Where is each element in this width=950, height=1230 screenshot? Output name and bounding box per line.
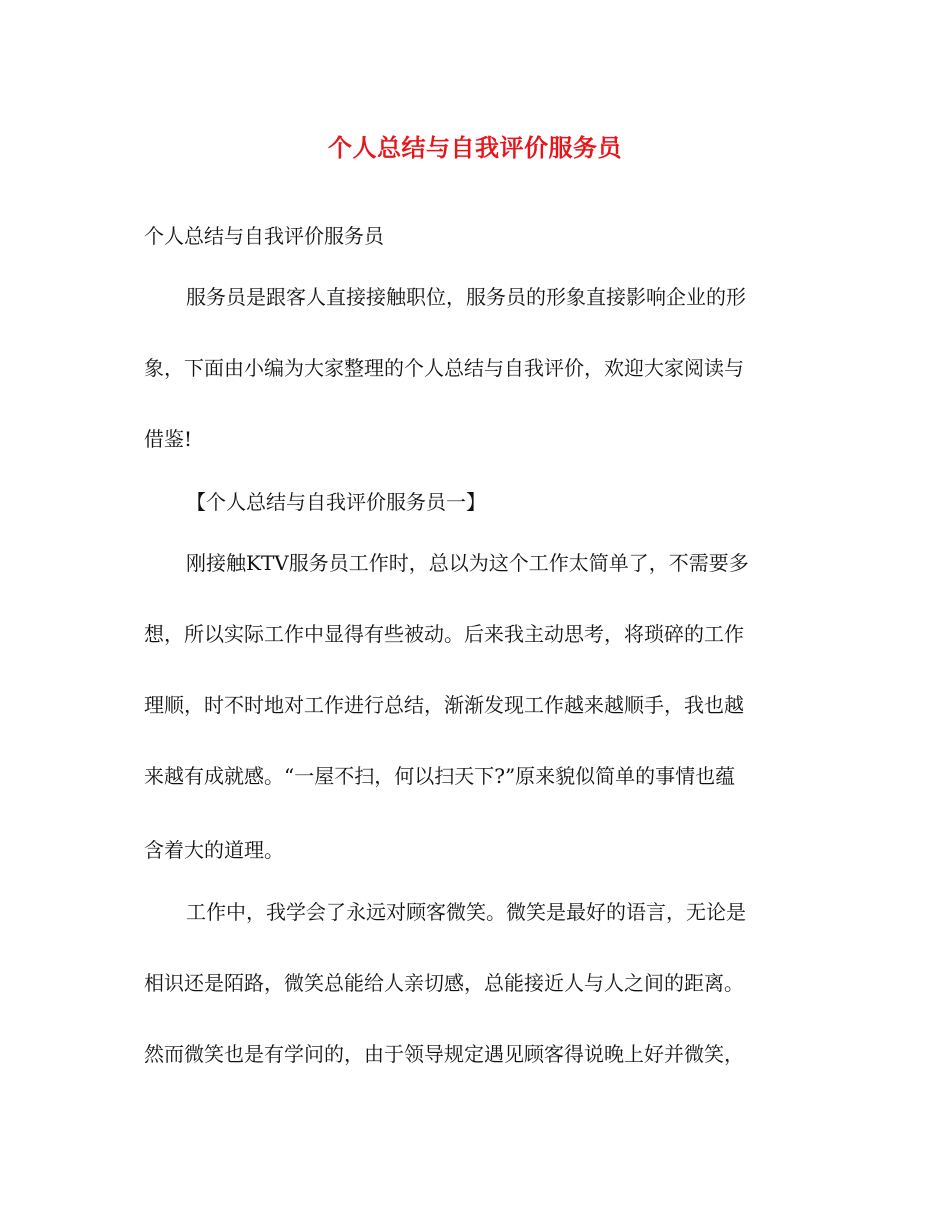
paragraph-line: 服务员是跟客人直接接触职位，服务员的形象直接影响企业的形 xyxy=(186,285,746,309)
paragraph-line: 理顺，时不时地对工作进行总结，渐渐发现工作越来越顺手，我也越 xyxy=(144,693,744,717)
section-heading: 【个人总结与自我评价服务员一】 xyxy=(186,490,486,514)
paragraph-line: 象，下面由小编为大家整理的个人总结与自我评价，欢迎大家阅读与 xyxy=(144,356,744,380)
paragraph-line: 含着大的道理。 xyxy=(144,838,284,862)
document-title: 个人总结与自我评价服务员 xyxy=(328,133,622,162)
paragraph-line: 来越有成就感。“一屋不扫，何以扫天下?”原来貌似简单的事情也蕴 xyxy=(144,764,736,788)
document-subtitle: 个人总结与自我评价服务员 xyxy=(144,224,384,248)
paragraph-line: 借鉴! xyxy=(144,427,193,451)
paragraph-line: 想，所以实际工作中显得有些被动。后来我主动思考，将琐碎的工作 xyxy=(144,622,744,646)
paragraph-line: 相识还是陌路，微笑总能给人亲切感，总能接近人与人之间的距离。 xyxy=(144,971,744,995)
paragraph-line: 然而微笑也是有学问的，由于领导规定遇见顾客得说晚上好并微笑， xyxy=(144,1042,744,1066)
paragraph-line: 工作中，我学会了永远对顾客微笑。微笑是最好的语言，无论是 xyxy=(186,900,746,924)
paragraph-line: 刚接触KTV服务员工作时，总以为这个工作太简单了，不需要多 xyxy=(186,551,749,575)
